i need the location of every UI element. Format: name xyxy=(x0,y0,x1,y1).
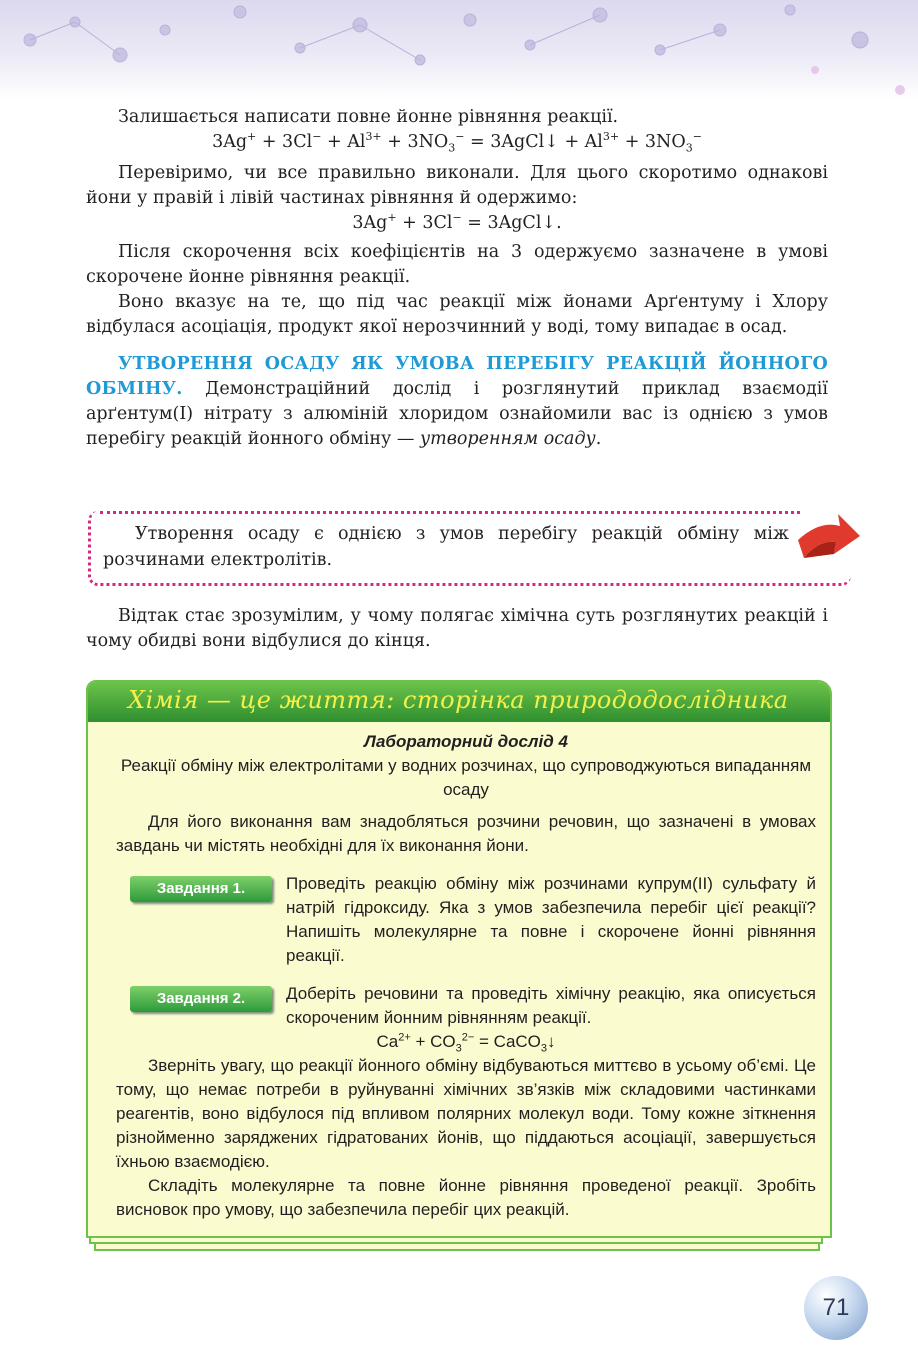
page-number: 71 xyxy=(804,1276,868,1340)
decorative-header xyxy=(0,0,918,100)
full-ionic-equation: $3Ag^+ + 3Cl^- + Al^{3+} + 3NO_3^-$ = 3AgCl↓ + $Al^{3+} + 3NO_3^-$ xyxy=(212,130,702,155)
paragraph-check: Перевіримо, чи все правильно виконали. Для цього скоротимо однакові йони у правій і лівій частинах рівняння й одержимо: xyxy=(86,163,828,208)
paragraph-reduction: Після скорочення всіх коефіцієнтів на 3 одержуємо зазначене в умові скорочене йонне рівняння реакції. xyxy=(86,242,828,287)
task-1 xyxy=(116,872,816,968)
task-2 xyxy=(116,982,816,1030)
lab-content xyxy=(116,730,816,1222)
lab-intro: Для його виконання вам знадобляться розчини речовин, що зазначені в умовах завдань чи містять необхідні для їх виконання йони. xyxy=(116,812,816,855)
molecule-decoration-icon xyxy=(0,0,918,110)
paragraph-conclusion: Відтак стає зрозумілим, у чому полягає хімічна суть розглянутих реакцій і чому обидві вони відбулися до кінця. xyxy=(86,606,828,651)
lab-equation: $Ca^{2+} + CO_3^{2-}$ = CaCO$_3$↓ xyxy=(376,1031,556,1055)
lab-subtitle: Реакції обміну між електролітами у водних розчинах, що супроводжуються випаданням осаду xyxy=(120,756,812,799)
paragraph-precipitate: УТВОРЕННЯ ОСАДУ ЯК УМОВА ПЕРЕБІГУ РЕАКЦІЙ ЙОННОГО ОБМІНУ. Демонстраційний дослід і розглянутий приклад взаємодії арґентум(I) нітрату з алюміній хлоридом ознайомили вас із однією з умов перебігу реакцій йонного обміну — утворенням осаду. xyxy=(86,354,828,449)
section-heading: УТВОРЕННЯ ОСАДУ ЯК УМОВА ПЕРЕБІГУ РЕАКЦІЙ ЙОННОГО ОБМІНУ. xyxy=(86,354,828,399)
task-1-button[interactable]: Завдання 1. xyxy=(130,876,272,902)
task-2-text: Доберіть речовини та проведіть хімічну реакцію, яка описується скороченим йонним рівнянням реакції. xyxy=(286,984,816,1027)
lab-title: Лабораторний дослід 4 xyxy=(364,732,568,751)
lab-header-title: Хімія — це життя: сторінка природодослідника xyxy=(128,686,789,714)
paragraph-intro: Залишається написати повне йонне рівняння реакції. xyxy=(118,107,619,127)
lab-paragraph-attention: Зверніть увагу, що реакції йонного обміну відбуваються миттєво в усьому об’ємі. Це тому, що немає потреби в руйнуванні хімічних зв’язків між складовими частинками реагентів, воно відбулося під впливом полярних молекул води. Тому кожне зіткнення різнойменно заряджених гідратованих йонів, що піддаються асоціації, завершується їхньою взаємодією. xyxy=(116,1056,816,1171)
paragraph-association: Воно вказує на те, що під час реакції між йонами Арґентуму і Хлору відбулася асоціація, продукт якої нерозчинний у воді, тому випадає в осад. xyxy=(86,292,828,337)
lab-header xyxy=(88,682,830,722)
task-1-text: Проведіть реакцію обміну між розчинами купрум(II) сульфату й натрій гідроксиду. Яка з умов забезпечила перебіг цієї реакції? Напишіть молекулярне та повне і скорочене йонні рівняння реакції. xyxy=(286,874,816,965)
lab-paragraph-task: Складіть молекулярне та повне йонне рівняння проведеної реакції. Зробіть висновок про умову, що забезпечила перебіг цих реакцій. xyxy=(116,1176,816,1219)
lab-box xyxy=(86,680,832,1238)
red-arrow-icon xyxy=(790,510,862,570)
task-2-button[interactable]: Завдання 2. xyxy=(130,986,272,1012)
conclusion-text xyxy=(86,604,828,654)
note-text: Утворення осаду є однією з умов перебігу реакцій обміну між розчинами електролітів. xyxy=(103,524,789,570)
main-text xyxy=(86,105,828,452)
short-ionic-equation: 3Ag+ + 3Cl− = 3AgCl↓. xyxy=(352,211,562,233)
